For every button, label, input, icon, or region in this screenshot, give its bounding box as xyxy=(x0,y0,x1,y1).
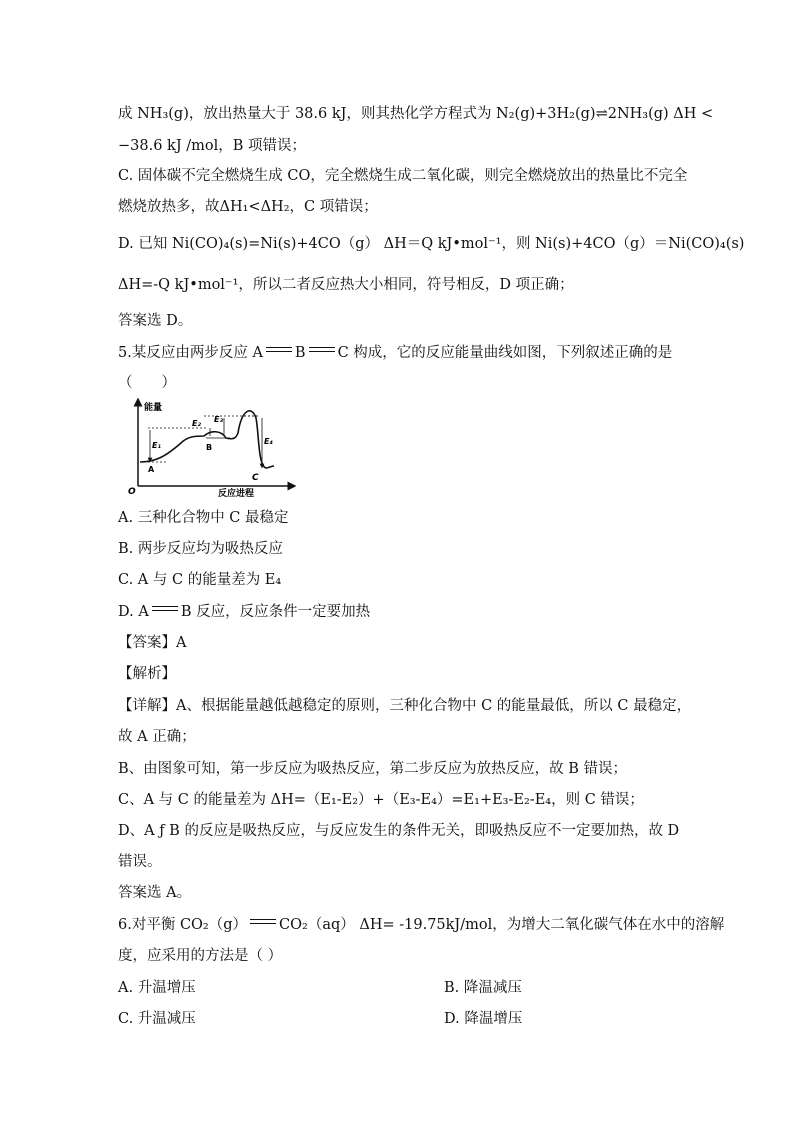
text-line-6: ΔH=-Q kJ•mol⁻¹，所以二者反应热大小相同，符号相反，D 项正确； xyxy=(118,277,574,293)
label-c: C xyxy=(252,473,259,483)
q5-stem-b: B xyxy=(294,345,306,361)
label-a: A xyxy=(148,465,155,474)
label-e4: E₄ xyxy=(264,437,273,446)
q5-option-a: A. 三种化合物中 C 最稳定 xyxy=(118,510,289,526)
equilibrium-arrow-icon xyxy=(152,604,178,614)
q5-option-c: C. A 与 C 的能量差为 E₄ xyxy=(118,572,282,588)
q6-stem-prefix: 6.对平衡 CO₂（g） xyxy=(118,917,248,933)
q6-option-c: C. 升温减压 xyxy=(118,1011,196,1027)
q6-option-a: A. 升温增压 xyxy=(118,980,196,996)
text-line-2: −38.6 kJ /mol，B 项错误； xyxy=(118,138,307,154)
energy-curve xyxy=(140,411,274,468)
q5-conclusion: 答案选 A。 xyxy=(118,885,192,901)
q5-detail-4: C、A 与 C 的能量差为 ΔH=（E₁-E₂）+（E₃-E₄）=E₁+E₃-E₂-E₄，则 C 错误； xyxy=(118,792,644,808)
q5-option-d-prefix: D. A xyxy=(118,604,149,620)
q5-option-b: B. 两步反应均为吸热反应 xyxy=(118,541,283,557)
question-6-stem xyxy=(118,915,724,935)
equilibrium-arrow-icon xyxy=(309,345,335,355)
text-line-7: 答案选 D。 xyxy=(118,313,193,329)
q5-detail-3: B、由图象可知，第一步反应为吸热反应，第二步反应为放热反应，故 B 错误； xyxy=(118,761,628,777)
energy-diagram xyxy=(126,398,296,498)
text-line-1: 成 NH₃(g)，放出热量大于 38.6 kJ，则其热化学方程式为 N₂(g)+3H₂(g)⇌2NH₃(g) ΔH < xyxy=(118,106,714,122)
text-line-5: D. 已知 Ni(CO)₄(s)=Ni(s)+4CO（g） ΔH＝Q kJ•mol⁻¹，则 Ni(s)+4CO（g）＝Ni(CO)₄(s) xyxy=(118,236,745,252)
x-axis-label: 反应进程 xyxy=(218,489,255,498)
q5-paren: （ ） xyxy=(118,375,176,391)
q6-stem-suffix: CO₂（aq） ΔH= -19.75kJ/mol，为增大二氧化碳气体在水中的溶解 xyxy=(279,917,725,933)
label-e2: E₂ xyxy=(192,419,201,428)
q6-stem-line-2: 度，应采用的方法是（ ） xyxy=(118,948,283,964)
q5-detail-2: 故 A 正确； xyxy=(118,729,196,745)
label-e1: E₁ xyxy=(152,441,161,450)
text-line-3: C. 固体碳不完全燃烧生成 CO，完全燃烧生成二氧化碳，则完全燃烧放出的热量比不完全 xyxy=(118,168,688,184)
equilibrium-arrow-icon xyxy=(266,345,292,355)
q5-analysis-heading: 【解析】 xyxy=(118,666,176,682)
origin-label: O xyxy=(128,487,136,497)
equilibrium-arrow-icon xyxy=(250,917,276,927)
label-e3: E₃ xyxy=(214,415,223,424)
y-axis-label: 能量 xyxy=(144,403,163,413)
label-b: B xyxy=(206,443,213,452)
q5-detail-5: D、A ƒ B 的反应是吸热反应，与反应发生的条件无关，即吸热反应不一定要加热，故 D xyxy=(118,823,680,839)
q5-option-d-suffix: B 反应，反应条件一定要加热 xyxy=(180,604,371,620)
question-5-stem xyxy=(118,343,672,363)
q5-detail-1: 【详解】A、根据能量越低越稳定的原则，三种化合物中 C 的能量最低，所以 C 最稳定， xyxy=(118,698,692,714)
q5-option-d xyxy=(118,602,370,622)
text-line-4: 燃烧放热多，故ΔH₁<ΔH₂，C 项错误； xyxy=(118,199,378,215)
q5-answer: 【答案】A xyxy=(118,635,187,651)
q5-stem-prefix: 5.某反应由两步反应 A xyxy=(118,345,263,361)
q5-stem-suffix: C 构成，它的反应能量曲线如图，下列叙述正确的是 xyxy=(337,345,673,361)
q5-detail-6: 错误。 xyxy=(118,854,162,870)
q6-option-d: D. 降温增压 xyxy=(444,1011,523,1027)
q6-option-b: B. 降温减压 xyxy=(444,980,522,996)
